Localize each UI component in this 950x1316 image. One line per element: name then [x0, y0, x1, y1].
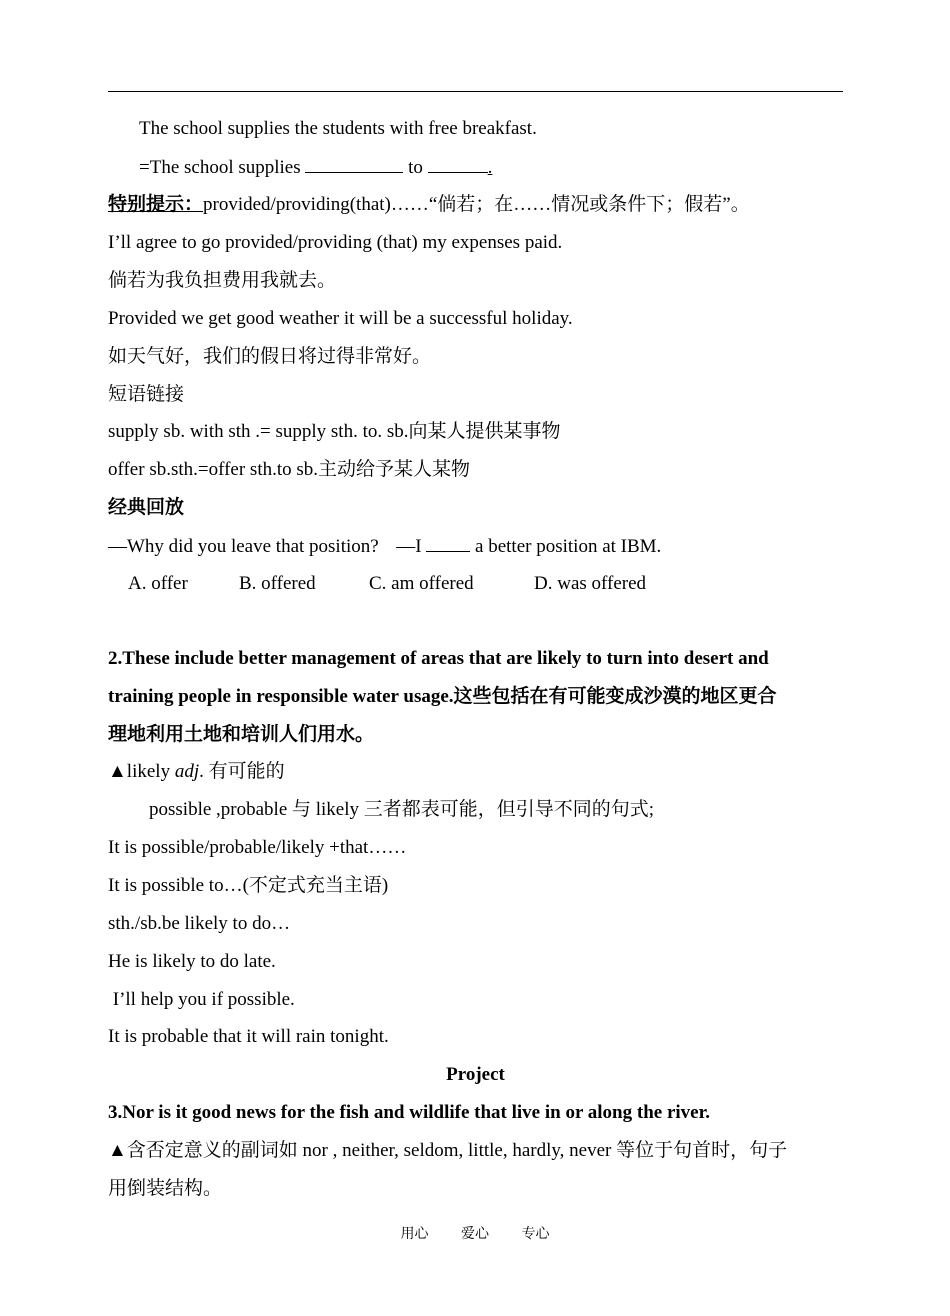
line — [149, 798, 654, 822]
text: 倘若为我负担费用我就去。 — [108, 270, 337, 291]
tip-label: 特别提示： — [108, 194, 204, 215]
answer-options — [0, 572, 950, 596]
text: 理地利用土地和培训人们用水。 — [108, 724, 375, 745]
option-d[interactable]: D. was offered — [534, 573, 647, 594]
text: —Why did you leave that position? — [108, 536, 379, 557]
text: 2.These include better management of areas that are likely to turn into desert and — [108, 648, 769, 669]
line — [108, 912, 290, 936]
text: a better position at IBM. — [475, 536, 662, 557]
text: It is possible to…(不定式充当主语) — [108, 875, 389, 896]
option-b[interactable]: B. offered — [239, 573, 316, 594]
sentence-2-line-1 — [108, 647, 769, 671]
option-c[interactable]: C. am offered — [369, 573, 474, 594]
header-rule — [108, 91, 843, 92]
text: training people in responsible water usage.这些包括在有可能变成沙漠的地区更合 — [108, 686, 777, 707]
text: ▲likely — [108, 761, 175, 782]
text: . 有可能的 — [199, 761, 285, 782]
special-tip — [108, 193, 750, 217]
section-title-project — [108, 1063, 843, 1087]
line — [108, 345, 431, 369]
line — [108, 420, 561, 444]
footer-text: 专心 — [521, 1226, 550, 1242]
line — [108, 1025, 389, 1049]
answer-blank[interactable] — [426, 534, 470, 552]
sentence-2-line-3 — [108, 723, 374, 747]
line — [108, 988, 295, 1012]
rewrite-sentence — [139, 155, 492, 180]
example-sentence — [139, 117, 537, 141]
sentence-3 — [108, 1101, 710, 1125]
text: I’ll help you if possible. — [108, 989, 295, 1010]
fill-blank[interactable] — [428, 155, 488, 173]
line — [108, 458, 470, 482]
text: =The school supplies — [139, 157, 301, 178]
text: 如天气好，我们的假日将过得非常好。 — [108, 346, 432, 367]
text: ▲含否定意义的副词如 nor , neither, seldom, little, hardly, never 等位于句首时，句子 — [108, 1140, 788, 1161]
fill-blank[interactable] — [305, 155, 403, 173]
text: It is probable that it will rain tonight. — [108, 1026, 389, 1047]
text: . — [487, 157, 493, 178]
line — [108, 836, 406, 860]
footer-text: 爱心 — [461, 1226, 489, 1242]
page-footer — [0, 1224, 950, 1244]
likely-definition — [108, 760, 285, 784]
sentence-2-line-2 — [108, 685, 777, 709]
text: —I — [396, 536, 422, 557]
tip-text: provided/providing(that)……“倘若；在……情况或条件下；假若”。 — [203, 194, 750, 215]
text: He is likely to do late. — [108, 951, 276, 972]
section-heading — [108, 496, 184, 520]
text: I’ll agree to go provided/providing (that) my expenses paid. — [108, 232, 563, 253]
text: to — [408, 157, 423, 178]
line — [108, 269, 336, 293]
inversion-note-line-2 — [108, 1177, 222, 1201]
text: The school supplies the students with free breakfast. — [139, 118, 537, 139]
text: 用倒装结构。 — [108, 1178, 223, 1199]
line — [108, 874, 388, 898]
text: It is possible/probable/likely +that…… — [108, 837, 407, 858]
line — [108, 950, 276, 974]
text: possible ,probable 与 likely 三者都表可能，但引导不同的句式; — [149, 799, 655, 820]
text: 短语链接 — [108, 384, 185, 405]
text: 经典回放 — [108, 497, 185, 518]
text: Provided we get good weather it will be a successful holiday. — [108, 308, 573, 329]
part-of-speech: adj — [174, 761, 200, 782]
line — [108, 231, 562, 255]
section-label — [108, 383, 184, 407]
text: supply sb. with sth .= supply sth. to. sb.向某人提供某事物 — [108, 421, 561, 442]
text: Project — [446, 1064, 505, 1085]
footer-text: 用心 — [400, 1226, 429, 1242]
text: sth./sb.be likely to do… — [108, 913, 291, 934]
text: offer sb.sth.=offer sth.to sb.主动给予某人某物 — [108, 459, 471, 480]
inversion-note-line-1 — [108, 1139, 787, 1163]
question — [108, 534, 661, 559]
option-a[interactable]: A. offer — [128, 573, 188, 594]
line — [108, 307, 573, 331]
text: 3.Nor is it good news for the fish and wildlife that live in or along the river. — [108, 1102, 711, 1123]
